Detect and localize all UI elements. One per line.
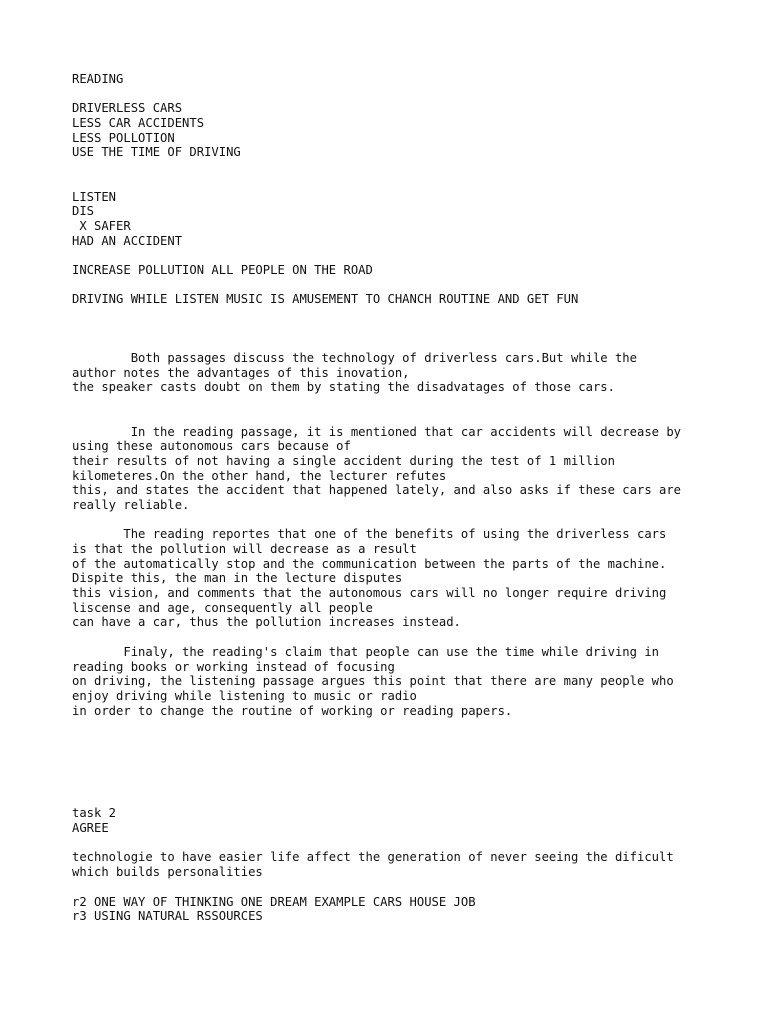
blank-line bbox=[72, 762, 712, 777]
text-line: really reliable. bbox=[72, 497, 190, 512]
text-line: the speaker casts doubt on them by stating the disadvatages of those cars. bbox=[72, 380, 615, 395]
blank-line bbox=[72, 748, 712, 763]
blank-line bbox=[72, 175, 712, 190]
text-line: DRIVING WHILE LISTEN MUSIC IS AMUSEMENT TO CHANCH ROUTINE AND GET FUN bbox=[72, 292, 579, 307]
blank-line bbox=[72, 733, 712, 748]
text-line: can have a car, thus the pollution increases instead. bbox=[72, 615, 461, 630]
text-line: of the automatically stop and the communication between the parts of the machine. bbox=[72, 556, 667, 571]
text-line: this vision, and comments that the autonomous cars will no longer require driving bbox=[72, 586, 667, 601]
blank-line bbox=[72, 307, 712, 322]
text-line: The reading reportes that one of the benefits of using the driverless cars bbox=[72, 527, 667, 542]
blank-line bbox=[72, 410, 712, 425]
blank-line bbox=[72, 718, 712, 733]
blank-line bbox=[72, 87, 712, 102]
text-line: Both passages discuss the technology of driverless cars.But while the bbox=[72, 351, 637, 366]
text-line: AGREE bbox=[72, 821, 109, 836]
text-line: liscense and age, consequently all people bbox=[72, 600, 373, 615]
text-line: HAD AN ACCIDENT bbox=[72, 233, 183, 248]
text-line: using these autonomous cars because of bbox=[72, 439, 351, 454]
blank-line bbox=[72, 630, 712, 645]
text-line: X SAFER bbox=[72, 218, 131, 233]
blank-line bbox=[72, 322, 712, 337]
text-line: READING bbox=[72, 72, 124, 86]
text-line: Finaly, the reading's claim that people can use the time while driving in bbox=[72, 644, 659, 659]
text-line: INCREASE POLLUTION ALL PEOPLE ON THE ROAD bbox=[72, 262, 373, 277]
text-line: which builds personalities bbox=[72, 865, 263, 880]
blank-line bbox=[72, 792, 712, 807]
text-line: LESS POLLOTION bbox=[72, 130, 175, 145]
text-line: enjoy driving while listening to music or radio bbox=[72, 688, 417, 703]
text-line: reading books or working instead of focusing bbox=[72, 659, 395, 674]
blank-line bbox=[72, 513, 712, 528]
text-line: USE THE TIME OF DRIVING bbox=[72, 145, 241, 160]
text-line: in order to change the routine of working or reading papers. bbox=[72, 703, 513, 718]
text-line: this, and states the accident that happened lately, and also asks if these cars are bbox=[72, 483, 682, 498]
blank-line bbox=[72, 395, 712, 410]
blank-line bbox=[72, 836, 712, 851]
text-line: technologie to have easier life affect the generation of never seeing the dificult bbox=[72, 850, 674, 865]
text-line: LESS CAR ACCIDENTS bbox=[72, 116, 205, 131]
text-line: Dispite this, the man in the lecture disputes bbox=[72, 571, 403, 586]
text-line: kilometeres.On the other hand, the lecturer refutes bbox=[72, 468, 447, 483]
document-page bbox=[72, 72, 712, 924]
text-line: on driving, the listening passage argues this point that there are many people who bbox=[72, 674, 674, 689]
text-line: DRIVERLESS CARS bbox=[72, 101, 183, 116]
text-line: author notes the advantages of this inovation, bbox=[72, 365, 410, 380]
blank-line bbox=[72, 880, 712, 895]
text-line: r3 USING NATURAL RSSOURCES bbox=[72, 909, 263, 924]
text-line: r2 ONE WAY OF THINKING ONE DREAM EXAMPLE CARS HOUSE JOB bbox=[72, 894, 476, 909]
blank-line bbox=[72, 336, 712, 351]
text-line: their results of not having a single accident during the test of 1 million bbox=[72, 453, 615, 468]
text-line: In the reading passage, it is mentioned that car accidents will decrease by bbox=[72, 424, 682, 439]
text-line: DIS bbox=[72, 204, 95, 219]
blank-line bbox=[72, 278, 712, 293]
blank-line bbox=[72, 777, 712, 792]
text-line: LISTEN bbox=[72, 189, 117, 204]
text-line: task 2 bbox=[72, 806, 117, 821]
blank-line bbox=[72, 248, 712, 263]
blank-line bbox=[72, 160, 712, 175]
text-line: is that the pollution will decrease as a result bbox=[72, 542, 417, 556]
